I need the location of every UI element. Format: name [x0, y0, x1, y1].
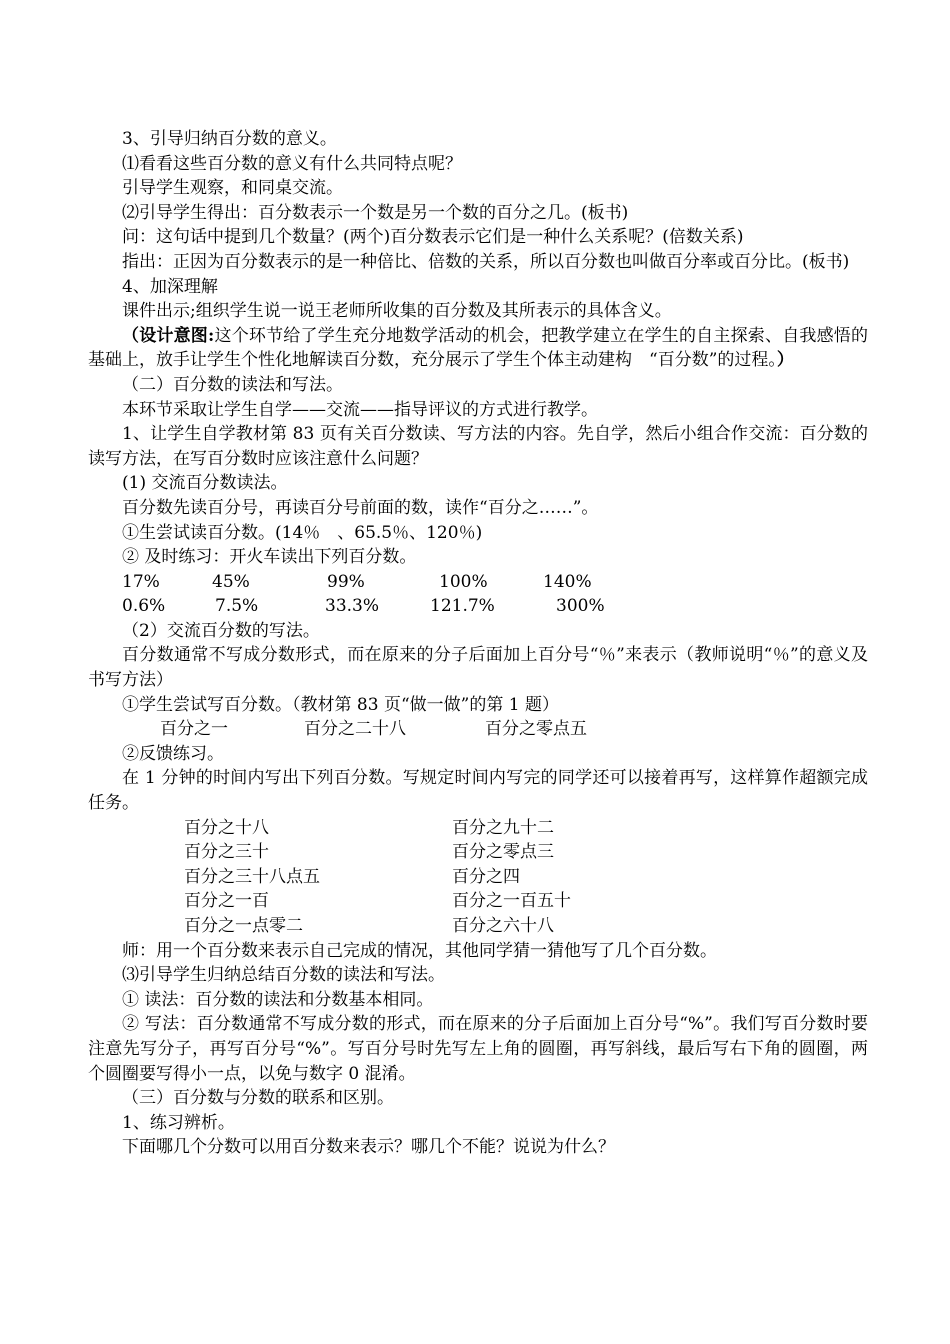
percent-value: 99% — [327, 571, 365, 592]
list-item: 百分之三十八点五 — [184, 866, 320, 887]
list-item: 百分之六十八 — [452, 916, 554, 936]
design-intent-text: 这个环节给了学生充分地数学活动的机会，把教学建立在学生的自主探索、自我感悟的基础上，放手让学生个性化地解读百分数，充分展示了学生个体主动建构 “百分数”的过程。 — [88, 325, 869, 371]
paragraph: ①生尝试读百分数。(14％ 、65.5％、120％) — [122, 522, 483, 543]
percent-value: 140% — [543, 571, 592, 592]
percent-value: 100% — [439, 571, 488, 592]
heading-meaning: 3、引导归纳百分数的意义。 — [122, 129, 337, 149]
paragraph: 本环节采取让学生自学——交流——指导评议的方式进行教学。 — [122, 399, 598, 420]
document-page — [88, 127, 868, 1160]
paragraph: ⑴看看这些百分数的意义有什么共同特点呢？ — [122, 153, 462, 174]
write-list-row — [88, 889, 868, 914]
percent-value: 121.7% — [430, 596, 495, 617]
paragraph: ②反馈练习。 — [122, 743, 224, 764]
paragraph: 下面哪几个分数可以用百分数来表示？哪几个不能？说说为什么？ — [122, 1137, 615, 1158]
write-list-row — [88, 865, 868, 890]
percent-row — [88, 570, 868, 595]
percent-value: 17% — [122, 571, 160, 592]
paragraph: (1) 交流百分数读法。 — [122, 473, 288, 494]
list-item: 百分之零点三 — [452, 842, 554, 863]
paragraph: 百分数通常不写成分数形式，而在原来的分子后面加上百分号“％”来表示（教师说明“％”的意义及书写方法） — [88, 645, 868, 691]
paragraph: 指出：正因为百分数表示的是一种倍比、倍数的关系，所以百分数也叫做百分率或百分比。(板书) — [122, 251, 850, 272]
design-intent-note — [88, 324, 868, 373]
percent-value: 300% — [556, 596, 605, 617]
paragraph: ② 写法：百分数通常不写成分数的形式，而在原来的分子后面加上百分号“%”。我们写百分数时要注意先写分子，再写百分号“%”。写百分号时先写左上角的圆圈，再写斜线，最后写右下角的圆圈，两个圆圈要写得小一点，以免与数字 0 混淆。 — [88, 1014, 868, 1084]
paragraph: 百分数先读百分号，再读百分号前面的数，读作“百分之……”。 — [122, 497, 599, 518]
paragraph: ① 读法：百分数的读法和分数基本相同。 — [122, 989, 434, 1010]
write-list-row — [88, 914, 868, 939]
heading-deepen: 4、加深理解 — [122, 276, 218, 297]
word-item: 百分之零点五 — [485, 719, 587, 740]
paragraph: 1、练习辨析。 — [122, 1112, 235, 1133]
percent-value: 45% — [212, 571, 250, 592]
write-words-row — [88, 717, 868, 742]
paragraph: 在 1 分钟的时间内写出下列百分数。写规定时间内写完的同学还可以接着再写，这样算作超额完成任务。 — [88, 768, 868, 814]
design-intent-close: ） — [776, 350, 794, 371]
list-item: 百分之三十 — [184, 842, 269, 863]
word-item: 百分之一 — [160, 719, 228, 740]
write-list-row — [88, 840, 868, 865]
list-item: 百分之四 — [452, 866, 520, 887]
percent-row — [88, 594, 868, 619]
list-item: 百分之一百五十 — [452, 891, 571, 912]
percent-value: 33.3% — [325, 596, 380, 617]
percent-value: 0.6% — [122, 596, 166, 617]
paragraph: 问：这句话中提到几个数量？(两个)百分数表示它们是一种什么关系呢？(倍数关系) — [122, 227, 744, 248]
list-item: 百分之一百 — [184, 891, 269, 912]
paragraph: ①学生尝试写百分数。（教材第 83 页“做一做”的第 1 题） — [122, 694, 559, 715]
list-item: 百分之一点零二 — [184, 916, 303, 936]
paragraph: ② 及时练习：开火车读出下列百分数。 — [122, 547, 417, 568]
paragraph: ⑶引导学生归纳总结百分数的读法和写法。 — [122, 965, 445, 986]
list-item: 百分之九十二 — [452, 817, 554, 838]
paragraph: 引导学生观察，和同桌交流。 — [122, 178, 343, 199]
section-heading: （三）百分数与分数的联系和区别。 — [122, 1088, 394, 1109]
paragraph: ⑵引导学生得出：百分数表示一个数是另一个数的百分之几。(板书) — [122, 202, 629, 223]
word-item: 百分之二十八 — [304, 719, 406, 740]
paragraph: 1、让学生自学教材第 83 页有关百分数读、写方法的内容。先自学，然后小组合作交流：百分数的读写方法，在写百分数时应该注意什么问题？ — [88, 424, 868, 469]
list-item: 百分之十八 — [184, 817, 269, 838]
design-intent-label: （设计意图: — [122, 325, 215, 346]
paragraph: 课件出示;组织学生说一说王老师所收集的百分数及其所表示的具体含义。 — [122, 301, 672, 322]
write-list-row — [88, 816, 868, 841]
percent-value: 7.5% — [215, 596, 259, 617]
paragraph: （2）交流百分数的写法。 — [122, 620, 320, 641]
paragraph: 师：用一个百分数来表示自己完成的情况，其他同学猜一猜他写了几个百分数。 — [122, 940, 717, 961]
section-heading: （二）百分数的读法和写法。 — [122, 374, 343, 395]
